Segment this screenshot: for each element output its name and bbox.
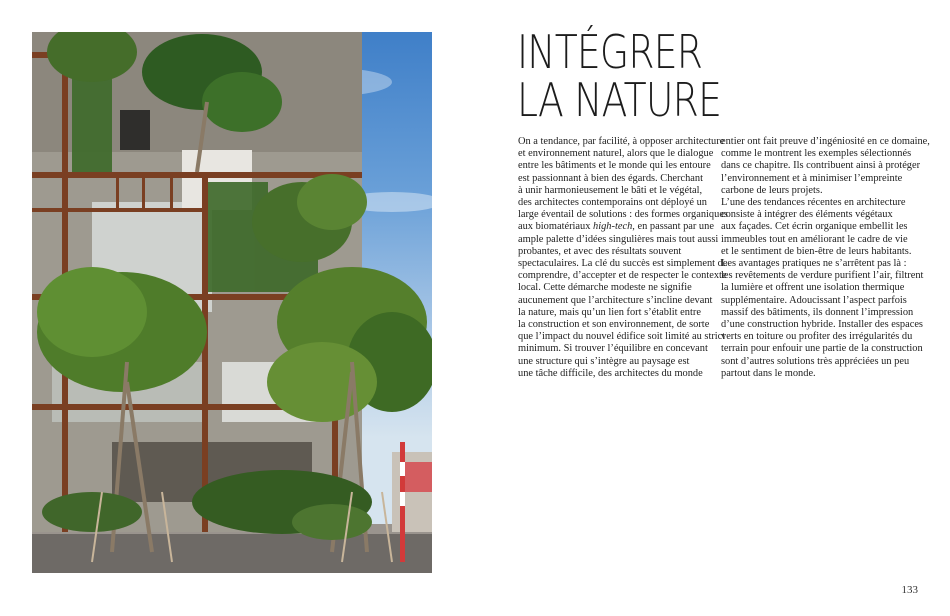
text-line: les revêtements de verdure purifient l’air, filtrent xyxy=(721,270,924,282)
text-line: carbone de leurs projets. xyxy=(721,184,823,196)
text-line: dans ce chapitre. Ils contribuent ainsi à protéger xyxy=(721,160,921,172)
text-line: entre les bâtiments et le monde qui les entoure xyxy=(518,160,711,172)
text-line: supplémentaire. Adoucissant l’aspect parfois xyxy=(721,294,907,306)
text-line: d’une construction hybride. Installer des espaces xyxy=(721,319,923,331)
text-line: la construction et son environnement, de sorte xyxy=(518,319,710,331)
text-line: à unir harmonieusement le bâti et le végétal, xyxy=(518,184,703,196)
text-line: minimum. Si trouver l’équilibre en concevant xyxy=(518,343,708,355)
text-line: probantes, et avec des résultats souvent xyxy=(518,245,682,257)
text-line: spectaculaires. La clé du succès est simplement de xyxy=(518,258,728,270)
text-line: une structure qui s’intègre au paysage est xyxy=(518,355,690,367)
text-line: partout dans le monde. xyxy=(721,367,816,379)
text-line: large éventail de solutions : des formes organiques xyxy=(518,209,728,221)
text-line: terrain pour enfouir une partie de la construction xyxy=(721,343,923,355)
body-text-column-right xyxy=(721,136,930,380)
text-line: ample palette d’idées singulières mais tout aussi xyxy=(518,233,719,245)
text-line: est passionnant à bien des égards. Cherchant xyxy=(518,172,703,184)
text-line: local. Cette démarche modeste ne signifie xyxy=(518,282,692,294)
text-line: une tâche difficile, des architectes du monde xyxy=(518,367,703,379)
italic-term: high-tech xyxy=(593,221,633,233)
body-text-column-left xyxy=(518,136,728,380)
text-line: comprendre, d’accepter et de respecter le contexte xyxy=(518,270,727,282)
page-number: 133 xyxy=(901,584,918,596)
text-line: sont d’autres solutions très appréciées un peu xyxy=(721,355,910,367)
text-line: et le sentiment de bien-être de leurs habitants. xyxy=(721,245,912,257)
text-line: l’environnement et à minimiser l’empreinte xyxy=(721,172,903,184)
text-line: consiste à intégrer des éléments végétaux xyxy=(721,209,893,221)
text-line: aucunement que l’architecture s’incline devant xyxy=(518,294,713,306)
text-line: entier ont fait preuve d’ingéniosité en ce domaine, xyxy=(721,136,930,147)
text-line: verts en toiture ou profiter des irrégularités du xyxy=(721,331,913,343)
text-line: immeubles tout en améliorant le cadre de vie xyxy=(721,233,908,245)
text-line: aux biomatériaux high-tech, en passant par une xyxy=(518,221,714,233)
text-line: On a tendance, par facilité, à opposer architecture xyxy=(518,136,725,147)
text-line: Les avantages pratiques ne s’arrêtent pas là : xyxy=(721,258,907,270)
text-line: la nature, mais qu’un lien fort s’établit entre xyxy=(518,306,701,318)
chapter-title xyxy=(517,25,722,127)
text-line: aux façades. Cet écrin organique embellit les xyxy=(721,221,908,233)
building-photo xyxy=(32,32,432,573)
chapter-title-line-2: LA NATURE xyxy=(517,73,722,127)
text-line: comme le montrent les exemples sélectionnés xyxy=(721,148,912,160)
text-line: des architectes contemporains ont déployé un xyxy=(518,197,707,209)
text-line: et environnement naturel, alors que le dialogue xyxy=(518,148,714,160)
chapter-title-line-1: INTÉGRER xyxy=(517,25,703,79)
text-line: massif des bâtiments, ils donnent l’impression xyxy=(721,306,914,318)
text-line: L’une des tendances récentes en architecture xyxy=(721,197,906,209)
text-line: que l’impact du nouvel édifice soit limité au strict xyxy=(518,331,726,343)
text-line: la lumière et offrent une isolation thermique xyxy=(721,282,905,294)
